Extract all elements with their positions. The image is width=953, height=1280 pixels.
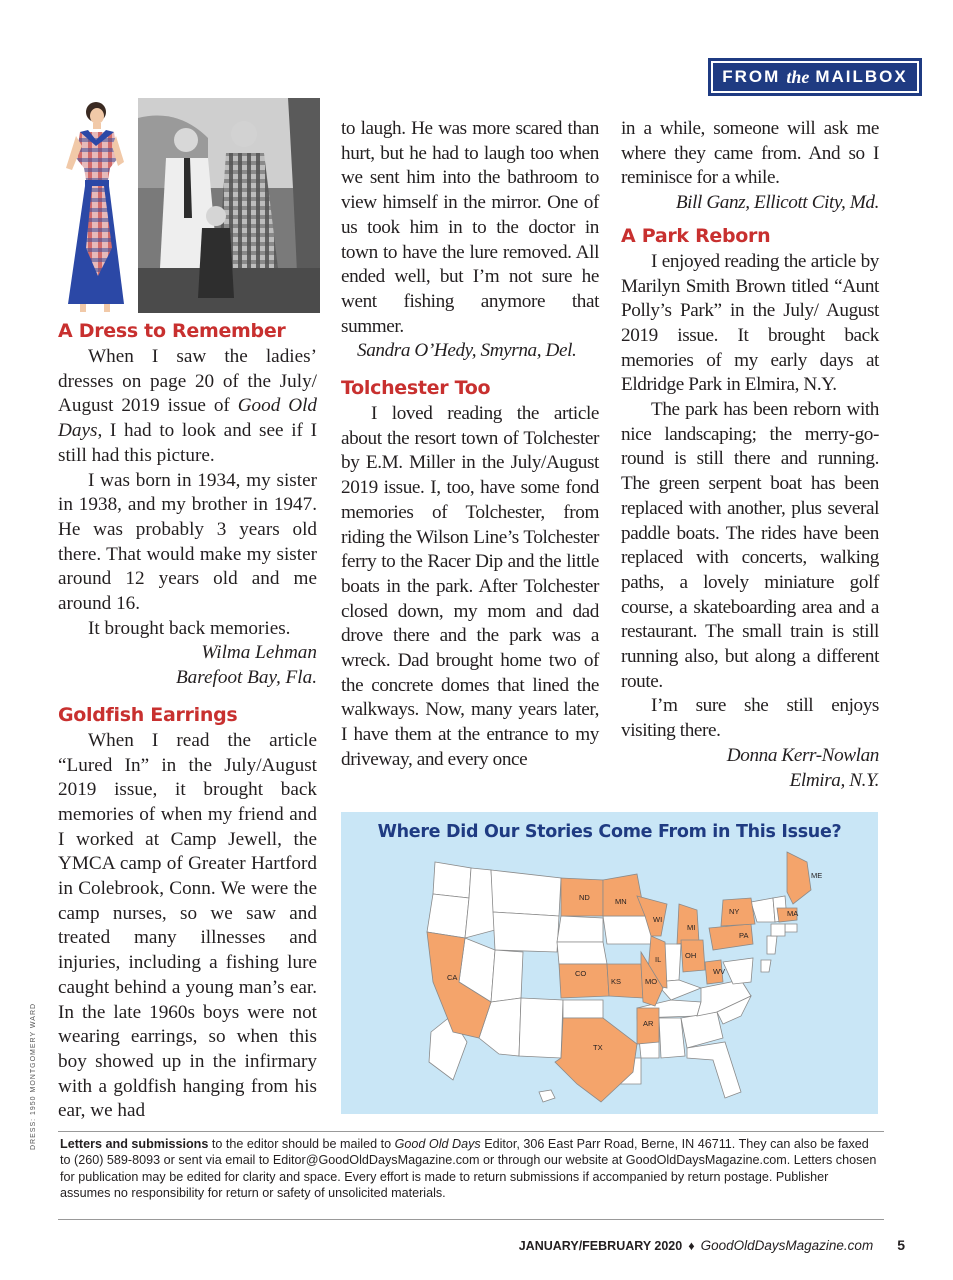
state-ri <box>785 924 797 932</box>
state-nm <box>519 998 563 1058</box>
state-ct <box>771 924 785 936</box>
label-ar: AR <box>643 1019 654 1028</box>
state-mn <box>603 874 645 916</box>
state-al <box>659 1018 685 1058</box>
label-mi: MI <box>687 923 696 932</box>
heading-tolchester-too: Tolchester Too <box>341 377 491 400</box>
state-fl <box>687 1042 741 1098</box>
label-wv: WV <box>713 967 726 976</box>
section-badge <box>708 58 922 96</box>
label-ma: MA <box>787 909 799 918</box>
state-mt <box>491 870 561 916</box>
state-wa <box>433 862 471 898</box>
map-title: Where Did Our Stories Come From in This Issue? <box>377 822 842 842</box>
dress-signature-place: Barefoot Bay, Fla. <box>175 667 317 689</box>
state-or <box>427 894 469 938</box>
label-nd: ND <box>579 893 590 902</box>
state-ok <box>563 1000 603 1018</box>
footer-separator: ♦ <box>688 1239 695 1253</box>
goldfish-paragraph: When I read the article “Lured In” in the July/August 2019 issue, it brought back memories of when my friend and I worked at Camp Jewell, the YMCA camp of Greater Hartford in Colebrook, Conn. We were the camp nurses, so we saw and treated many illnesses and injuries, including a fishing lure caught behind a young man’s ear. In the late 1960s boys were not wearing earrings, so when this boy showed up in the infirmary with a goldfish hanging from his ear, we had <box>58 729 317 1122</box>
park-paragraph-2: The park has been reborn with nice landscaping; the merry-go-round is still there and running. The green serpent boat has been replaced with another, plus several paddle boats. The rides have been replaced with concerts, walking paths, a lovely miniature golf course, a skateboarding area and a restaurant. The small train is still running also, but along a different route. <box>621 399 879 692</box>
label-oh: OH <box>685 951 697 960</box>
column-1 <box>58 311 317 1124</box>
column-2 <box>341 117 599 773</box>
section-badge-label <box>713 63 917 91</box>
goldfish-paragraph-cont: to laugh. He was more scared than hurt, but he had to laugh too when we sent him into the bathroom to view himself in the mirror. One of us took him in to the doctor in town to have the lure removed. All ended well, but I’m not sure he went fishing anymore that summer. <box>341 118 599 337</box>
state-sd <box>557 916 603 942</box>
dress-illustration-and-photo <box>58 98 320 313</box>
page-footer <box>519 1237 905 1253</box>
state-vt <box>751 898 775 922</box>
issue-date: JANUARY/FEBRUARY 2020 <box>518 1239 683 1253</box>
dress-paragraph-3: It brought back memories. <box>88 617 291 639</box>
label-ks: KS <box>611 977 622 986</box>
state-ut <box>491 950 523 1002</box>
label-ca: CA <box>447 973 458 982</box>
park-paragraph-1: I enjoyed reading the article by Marilyn Smith Brown titled “Aunt Polly’s Park” in the July/ August 2019 issue. It brought back memories of my early days at Eldridge Park in Elmira, N.Y. <box>621 250 879 396</box>
badge-from: FROM <box>722 67 781 86</box>
column-3 <box>621 117 879 793</box>
tolchester-paragraph-cont: in a while, someone will ask me where they came from. And so I reminisce for a while. <box>621 118 879 189</box>
photo-credit: DRESS: 1950 MONTGOMERY WARD <box>30 1002 37 1150</box>
park-signature-place: Elmira, N.Y. <box>789 769 879 791</box>
heading-park-reborn: A Park Reborn <box>621 224 771 247</box>
label-pa: PA <box>739 931 749 940</box>
page-number: 5 <box>897 1237 905 1253</box>
label-il: IL <box>655 955 662 964</box>
website-link[interactable]: GoodOldDaysMagazine.com <box>700 1238 874 1253</box>
state-ne <box>557 942 607 964</box>
state-de <box>761 960 771 972</box>
label-tx: TX <box>593 1043 603 1052</box>
dress-paragraph-1: When I saw the ladies’ dresses on page 20 of the July/ August 2019 issue of Good Old Days, I had to look and see if I still had this picture. <box>58 346 318 466</box>
state-hi <box>539 1090 555 1102</box>
label-me: ME <box>811 871 823 880</box>
stories-map-box <box>341 812 878 1114</box>
badge-mailbox: MAILBOX <box>815 67 908 86</box>
us-map <box>341 812 878 1114</box>
tolchester-paragraph: I loved reading the article about the resort town of Tolchester by E.M. Miller in the July/August 2019 issue. I, too, have some fond memories of Tolchester, from riding the Wilson Line’s Tolchester ferry to the Racer Dip and the little boats in the park. After Tolchester closed down, my mom and dad drove there and the park was a wreck. Dad brought home two of the concrete domes that lined the walkways. Now, many years later, I have them at the entrance to my driveway, and every once <box>341 403 599 770</box>
goldfish-signature: Sandra O’Hedy, Smyrna, Del. <box>357 340 577 362</box>
state-me <box>787 852 811 904</box>
park-paragraph-3: I’m sure she still enjoys visiting there. <box>621 695 879 742</box>
heading-goldfish-earrings: Goldfish Earrings <box>58 703 238 726</box>
submissions-footnote: Letters and submissions to the editor should be mailed to Good Old Days Editor, 306 East Parr Road, Berne, IN 46711. They can also be faxed to (260) 589-8093 or sent via email to Editor@GoodOldDaysMagazine.com or through our website at GoodOldDaysMagazine.com. Letters chosen for publication may be edited for clarity and space. Every effort is made to return submissions if accompanied by return postage. Publisher assumes no responsibility for return or safety of unsolicited materials. <box>60 1137 877 1201</box>
label-ny: NY <box>729 907 740 916</box>
heading-dress-to-remember: A Dress to Remember <box>58 320 286 342</box>
label-wi: WI <box>653 915 663 924</box>
state-ia <box>603 916 653 944</box>
badge-the: the <box>786 66 810 87</box>
dress-woman-illustration <box>66 102 124 312</box>
state-nj <box>767 936 777 954</box>
dress-signature-name: Wilma Lehman <box>201 642 317 664</box>
dress-paragraph-2: I was born in 1934, my sister in 1938, and my brother in 1947. He was probably 3 years old there. That would make my sister around 12 years old and me around 16. <box>58 469 317 615</box>
footnote-top-rule <box>58 1131 884 1132</box>
label-co: CO <box>575 969 587 978</box>
state-tx <box>555 1018 637 1102</box>
state-va <box>723 958 753 984</box>
tolchester-signature: Bill Ganz, Ellicott City, Md. <box>675 192 879 214</box>
park-signature-name: Donna Kerr-Nowlan <box>726 744 879 766</box>
state-ga <box>681 1012 723 1048</box>
label-mn: MN <box>615 897 627 906</box>
label-mo: MO <box>645 977 658 986</box>
photo-area <box>58 98 320 313</box>
state-wy <box>493 912 559 952</box>
footnote-bottom-rule <box>58 1219 884 1220</box>
family-photo <box>138 98 320 313</box>
